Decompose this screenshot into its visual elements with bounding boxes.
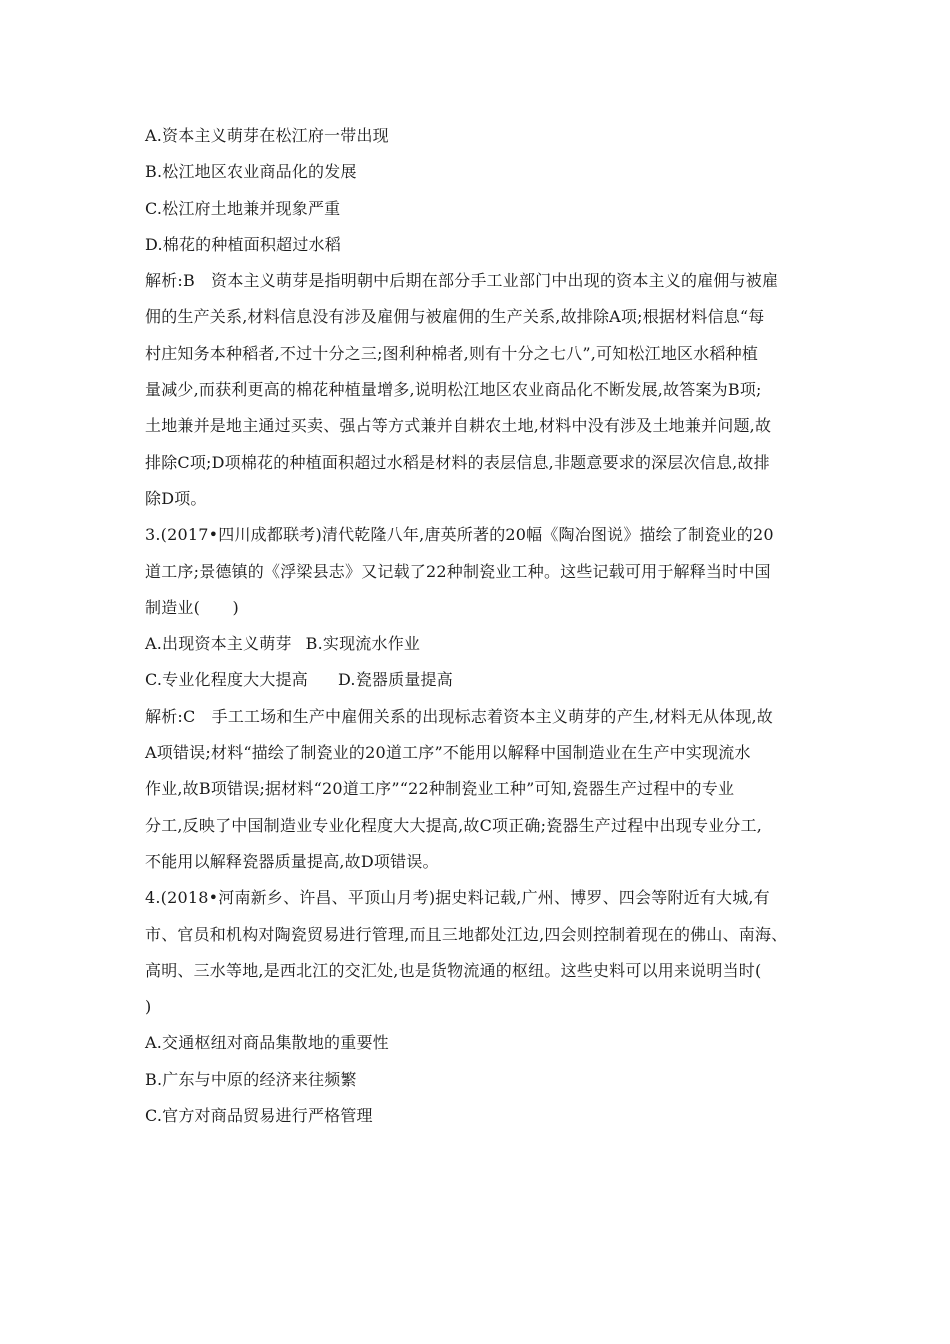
q3-analysis-line: 不能用以解释瓷器质量提高,故D项错误。 <box>145 851 439 871</box>
q3-analysis-line: 作业,故B项错误;据材料“20道工序”“22种制瓷业工种”可知,瓷器生产过程中的专业 <box>145 779 735 799</box>
q3-option-c: C.专业化程度大大提高 <box>145 670 308 690</box>
q4-stem-line: 市、官员和机构对陶瓷贸易进行管理,而且三地都处江边,四会则控制着现在的佛山、南海、 <box>145 924 788 944</box>
q4-stem <box>145 880 815 1025</box>
q3-stem-line: 道工序;景德镇的《浮梁县志》又记载了22种制瓷业工种。这些记载可用于解释当时中国 <box>145 561 771 581</box>
q4-options <box>145 1025 815 1134</box>
q2-option-b: B.松江地区农业商品化的发展 <box>145 162 357 182</box>
q4-stem-line: 4.(2018•河南新乡、许昌、平顶山月考)据史料记载,广州、博罗、四会等附近有大城,有 <box>145 888 770 908</box>
q2-analysis-line: 解析:B 资本主义萌芽是指明朝中后期在部分手工业部门中出现的资本主义的雇佣与被雇 <box>145 271 779 291</box>
q4-option-c: C.官方对商品贸易进行严格管理 <box>145 1106 373 1126</box>
q3-options-row-2 <box>145 662 815 698</box>
q4-option-b: B.广东与中原的经济来往频繁 <box>145 1069 357 1089</box>
q2-analysis-line: 村庄知务本种稻者,不过十分之三;图利种棉者,则有十分之七八”,可知松江地区水稻种植 <box>145 343 759 363</box>
q2-options <box>145 118 815 263</box>
q3-stem-line: 制造业( ) <box>145 597 239 617</box>
q2-option-a: A.资本主义萌芽在松江府一带出现 <box>145 126 389 145</box>
q2-analysis <box>145 263 815 517</box>
q2-analysis-line: 土地兼并是地主通过买卖、强占等方式兼并自耕农土地,材料中没有涉及土地兼并问题,故 <box>145 416 772 436</box>
q4-option-a: A.交通枢纽对商品集散地的重要性 <box>145 1033 389 1053</box>
q2-analysis-line: 排除C项;D项棉花的种植面积超过水稻是材料的表层信息,非题意要求的深层次信息,故排 <box>145 452 770 472</box>
document-page <box>145 118 815 1134</box>
q3-analysis-line: 解析:C 手工工场和生产中雇佣关系的出现标志着资本主义萌芽的产生,材料无从体现,故 <box>145 706 774 726</box>
q3-option-d: D.瓷器质量提高 <box>337 670 453 690</box>
q3-option-b: B.实现流水作业 <box>305 634 421 654</box>
q3-option-a: A.出现资本主义萌芽 <box>145 634 292 654</box>
q3-stem <box>145 517 815 626</box>
q4-stem-line: ) <box>145 997 152 1017</box>
q2-analysis-line: 佣的生产关系,材料信息没有涉及雇佣与被雇佣的生产关系,故排除A项;根据材料信息“每 <box>145 307 765 327</box>
q3-analysis-line: 分工,反映了中国制造业专业化程度大大提高,故C项正确;瓷器生产过程中出现专业分工, <box>145 815 763 835</box>
q2-analysis-line: 量减少,而获利更高的棉花种植量增多,说明松江地区农业商品化不断发展,故答案为B项; <box>145 380 762 400</box>
q2-option-d: D.棉花的种植面积超过水稻 <box>145 234 341 254</box>
q3-stem-line: 3.(2017•四川成都联考)清代乾隆八年,唐英所著的20幅《陶冶图说》描绘了制瓷业的20 <box>145 525 774 545</box>
q3-options <box>145 626 815 699</box>
q2-option-c: C.松江府土地兼并现象严重 <box>145 198 341 218</box>
q2-analysis-line: 除D项。 <box>145 488 207 508</box>
q3-options-row-1 <box>145 626 815 662</box>
q3-analysis <box>145 699 815 880</box>
q4-stem-line: 高明、三水等地,是西北江的交汇处,也是货物流通的枢纽。这些史料可以用来说明当时( <box>145 960 762 980</box>
q3-analysis-line: A项错误;材料“描绘了制瓷业的20道工序”不能用以解释中国制造业在生产中实现流水 <box>145 743 751 763</box>
